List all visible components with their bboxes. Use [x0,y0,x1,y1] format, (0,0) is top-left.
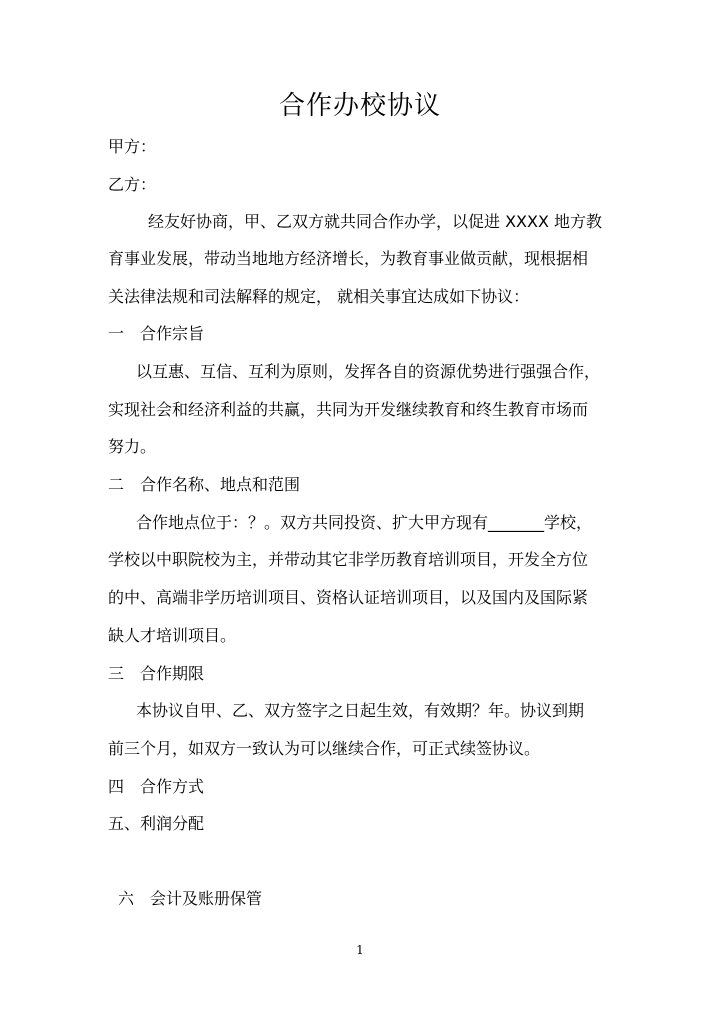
preamble-line: 关法律法规和司法解释的规定， 就相关事宜达成如下协议： [108,287,530,306]
section-body-line: 本协议自甲、乙、双方签字之日起生效，有效期？年。协议到期 [136,701,585,720]
section-body-line: 缺人才培训项目。 [108,626,237,645]
section-heading-accounting: 六 会计及账册保管 [118,889,263,908]
section-heading-term: 三 合作期限 [108,664,205,683]
section-heading-method: 四 合作方式 [108,777,205,796]
section-body-line: 学校以中职院校为主，并带动其它非学历教育培训项目，开发全方位 [108,550,589,569]
party-a-label: 甲方： [108,137,157,156]
preamble-line: 经友好协商，甲、乙双方就共同合作办学，以促进 XXXX 地方教 [148,212,603,231]
section-heading-profit: 五、利润分配 [108,814,205,833]
page-number: 1 [356,943,364,957]
section-heading-scope: 二 合作名称、地点和范围 [108,475,301,494]
section-body-line: 的中、高端非学历培训项目、资格认证培训项目，以及国内及国际紧 [108,588,589,607]
section-body-line: 前三个月，如双方一致认为可以继续合作，可正式续签协议。 [108,739,541,758]
section-body-line: 努力。 [108,437,157,456]
preamble-line: 育事业发展，带动当地地方经济增长，为教育事业做贡献，现根据相 [108,249,589,268]
section-body-line: 实现社会和经济利益的共赢，共同为开发继续教育和终生教育市场而 [108,400,589,419]
document-title: 合作办校协议 [278,91,441,121]
party-b-label: 乙方： [108,175,157,194]
section-body-line: 以互惠、互信、互利为原则，发挥各自的资源优势进行强强合作， [136,362,601,381]
section-body-line: 合作地点位于：？。双方共同投资、扩大甲方现有_______学校， [136,513,593,532]
section-heading-purpose: 一 合作宗旨 [108,324,205,343]
